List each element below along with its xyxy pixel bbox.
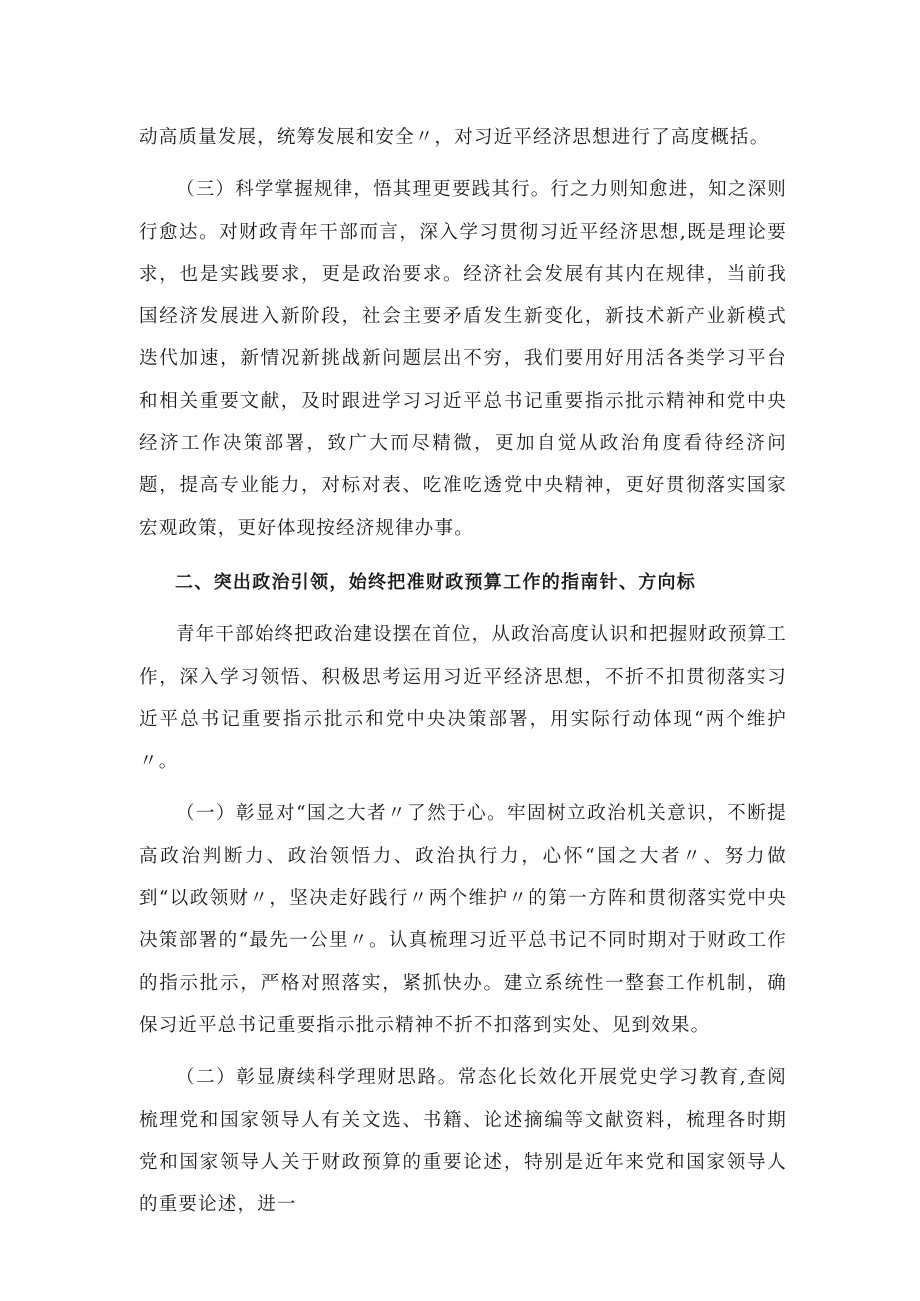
paragraph-gap	[139, 159, 787, 169]
paragraph-gap	[139, 550, 787, 560]
paragraph-section-3: （三）科学掌握规律，悟其理更要践其行。行之力则知愈进，知之深则行愈达。对财政青年干部而言，深入学习贯彻习近平经济思想,既是理论要求，也是实践要求，更是政治要求。经济社会发展有其内在规律，当前我国经济发展进入新阶段，社会主要矛盾发生新变化，新技术新产业新模式迭代加速，新情况新挑战新问题层出不穷，我们要用好用活各类学习平台和相关重要文献，及时跟进学习习近平总书记重要指示批示精神和党中央经济工作决策部署，致广大而尽精微，更加自觉从政治角度看待经济问题，提高专业能力，对标对表、吃准吃透党中央精神，更好贯彻落实国家宏观政策，更好体现按经济规律办事。	[139, 179, 787, 539]
paragraph-subsection-1: （一）彰显对“国之大者〃了然于心。牢固树立政治机关意识，不断提高政治判断力、政治领悟力、政治执行力，心怀“国之大者〃、努力做到“以政领财〃，坚决走好践行〃两个维护〃的第一方阵和贯彻落实党中央决策部署的“最先一公里〃。认真梳理习近平总书记不同时期对于财政工作的指示批示，严格对照落实，紧抓快办。建立系统性一整套工作机制，确保习近平总书记重要指示批示精神不折不扣落到实处、见到效果。	[139, 803, 787, 1036]
paragraph-continuation: 动高质量发展，统筹发展和安全〃，对习近平经济思想进行了高度概括。	[139, 127, 770, 148]
paragraph-gap	[139, 783, 787, 793]
document-page	[139, 117, 787, 1226]
section-heading-2: 二、突出政治引领，始终把准财政预算工作的指南针、方向标	[175, 571, 697, 593]
paragraph-intro: 青年干部始终把政治建设摆在首位，从政治高度认识和把握财政预算工作，深入学习领悟、积极思考运用习近平经济思想，不折不扣贯彻落实习近平总书记重要指示批示和党中央决策部署，用实际行动体现“两个维护〃。	[139, 624, 787, 773]
paragraph-gap	[139, 604, 787, 614]
paragraph-subsection-2: （二）彰显赓续科学理财思路。常态化长效化开展党史学习教育,查阅梳理党和国家领导人有关文选、书籍、论述摘编等文献资料，梳理各时期党和国家领导人关于财政预算的重要论述，特别是近年来党和国家领导人的重要论述，进一	[139, 1067, 787, 1216]
paragraph-gap	[139, 1047, 787, 1057]
